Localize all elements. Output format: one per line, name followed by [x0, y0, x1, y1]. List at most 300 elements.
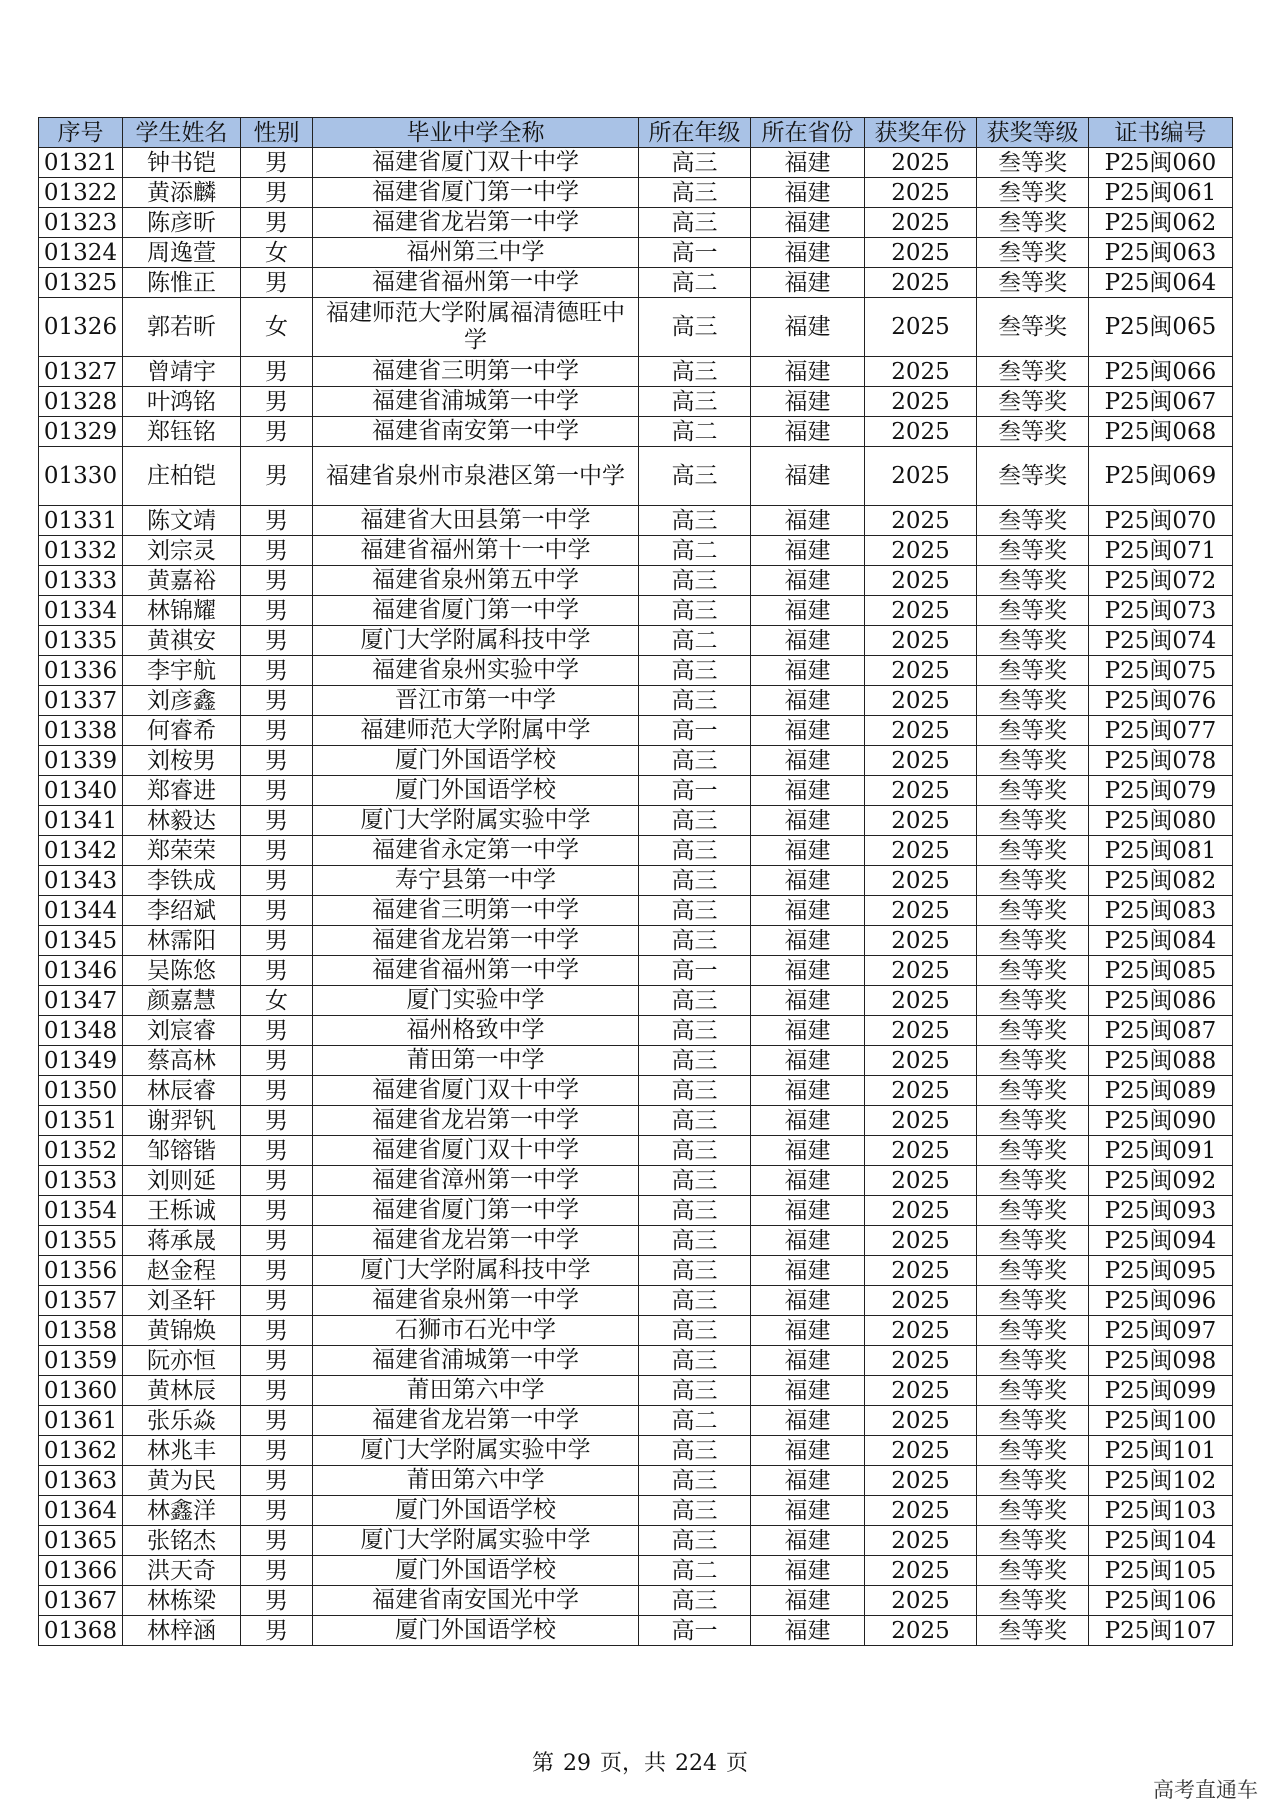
cell-col-year: 2025: [865, 1166, 977, 1196]
cell-col-cert: P25闽091: [1089, 1136, 1233, 1166]
cell-col-name: 周逸萱: [123, 238, 241, 268]
cell-col-year: 2025: [865, 1106, 977, 1136]
cell-col-grade: 高三: [639, 986, 751, 1016]
cell-col-gender: 男: [241, 1166, 313, 1196]
cell-col-school: 福建省龙岩第一中学: [313, 926, 639, 956]
cell-col-gender: 男: [241, 1076, 313, 1106]
cell-col-level: 叁等奖: [977, 656, 1089, 686]
cell-col-name: 郑钰铭: [123, 417, 241, 447]
cell-col-seq: 01363: [39, 1466, 123, 1496]
cell-col-cert: P25闽085: [1089, 956, 1233, 986]
cell-col-seq: 01337: [39, 686, 123, 716]
cell-col-gender: 男: [241, 1046, 313, 1076]
cell-col-school: 厦门大学附属实验中学: [313, 806, 639, 836]
cell-col-year: 2025: [865, 1466, 977, 1496]
cell-col-year: 2025: [865, 926, 977, 956]
cell-col-gender: 男: [241, 1556, 313, 1586]
table-row: [39, 1316, 1233, 1346]
cell-col-province: 福建: [751, 1376, 865, 1406]
table-body: [39, 148, 1233, 1646]
cell-col-grade: 高三: [639, 656, 751, 686]
cell-col-cert: P25闽081: [1089, 836, 1233, 866]
cell-col-year: 2025: [865, 1286, 977, 1316]
table-row: [39, 626, 1233, 656]
cell-col-name: 黄锦焕: [123, 1316, 241, 1346]
cell-col-level: 叁等奖: [977, 447, 1089, 506]
cell-col-grade: 高三: [639, 357, 751, 387]
cell-col-seq: 01349: [39, 1046, 123, 1076]
cell-col-gender: 男: [241, 1616, 313, 1646]
cell-col-province: 福建: [751, 1346, 865, 1376]
cell-col-gender: 男: [241, 896, 313, 926]
cell-col-year: 2025: [865, 836, 977, 866]
cell-col-seq: 01322: [39, 178, 123, 208]
cell-col-level: 叁等奖: [977, 1496, 1089, 1526]
cell-col-level: 叁等奖: [977, 1196, 1089, 1226]
cell-col-year: 2025: [865, 656, 977, 686]
table-row: [39, 1466, 1233, 1496]
cell-col-school: 福建省泉州市泉港区第一中学: [313, 447, 639, 506]
cell-col-cert: P25闽065: [1089, 298, 1233, 357]
cell-col-grade: 高三: [639, 447, 751, 506]
cell-col-province: 福建: [751, 1286, 865, 1316]
table-row: [39, 1556, 1233, 1586]
cell-col-seq: 01354: [39, 1196, 123, 1226]
cell-col-year: 2025: [865, 417, 977, 447]
cell-col-province: 福建: [751, 208, 865, 238]
cell-col-name: 李绍斌: [123, 896, 241, 926]
cell-col-seq: 01335: [39, 626, 123, 656]
cell-col-school: 厦门大学附属实验中学: [313, 1436, 639, 1466]
cell-col-gender: 男: [241, 1436, 313, 1466]
cell-col-year: 2025: [865, 268, 977, 298]
cell-col-level: 叁等奖: [977, 238, 1089, 268]
cell-col-name: 何睿希: [123, 716, 241, 746]
cell-col-province: 福建: [751, 1106, 865, 1136]
cell-col-seq: 01361: [39, 1406, 123, 1436]
cell-col-year: 2025: [865, 1076, 977, 1106]
cell-col-cert: P25闽099: [1089, 1376, 1233, 1406]
cell-col-name: 张铭杰: [123, 1526, 241, 1556]
table-row: [39, 1076, 1233, 1106]
cell-col-year: 2025: [865, 1556, 977, 1586]
cell-col-cert: P25闽088: [1089, 1046, 1233, 1076]
cell-col-level: 叁等奖: [977, 866, 1089, 896]
cell-col-province: 福建: [751, 866, 865, 896]
cell-col-province: 福建: [751, 238, 865, 268]
cell-col-level: 叁等奖: [977, 298, 1089, 357]
cell-col-province: 福建: [751, 417, 865, 447]
cell-col-level: 叁等奖: [977, 1256, 1089, 1286]
cell-col-year: 2025: [865, 208, 977, 238]
cell-col-cert: P25闽067: [1089, 387, 1233, 417]
cell-col-school: 晋江市第一中学: [313, 686, 639, 716]
table-row: [39, 1586, 1233, 1616]
cell-col-level: 叁等奖: [977, 1526, 1089, 1556]
cell-col-seq: 01358: [39, 1316, 123, 1346]
cell-col-gender: 男: [241, 536, 313, 566]
footer-suffix: 页: [726, 1751, 749, 1776]
cell-col-cert: P25闽092: [1089, 1166, 1233, 1196]
table-row: [39, 746, 1233, 776]
cell-col-level: 叁等奖: [977, 716, 1089, 746]
cell-col-gender: 女: [241, 986, 313, 1016]
cell-col-level: 叁等奖: [977, 1616, 1089, 1646]
table-row: [39, 716, 1233, 746]
cell-col-gender: 男: [241, 1226, 313, 1256]
cell-col-level: 叁等奖: [977, 596, 1089, 626]
table-row: [39, 1286, 1233, 1316]
cell-col-gender: 男: [241, 1256, 313, 1286]
cell-col-province: 福建: [751, 1436, 865, 1466]
cell-col-grade: 高三: [639, 1286, 751, 1316]
cell-col-gender: 男: [241, 656, 313, 686]
cell-col-level: 叁等奖: [977, 1046, 1089, 1076]
cell-col-level: 叁等奖: [977, 148, 1089, 178]
table-row: [39, 686, 1233, 716]
cell-col-gender: 男: [241, 148, 313, 178]
cell-col-name: 林梓涵: [123, 1616, 241, 1646]
cell-col-name: 王栎诚: [123, 1196, 241, 1226]
cell-col-level: 叁等奖: [977, 566, 1089, 596]
table-row: [39, 148, 1233, 178]
cell-col-province: 福建: [751, 596, 865, 626]
cell-col-province: 福建: [751, 626, 865, 656]
cell-col-name: 郑睿进: [123, 776, 241, 806]
cell-col-school: 福建省漳州第一中学: [313, 1166, 639, 1196]
cell-col-year: 2025: [865, 1376, 977, 1406]
cell-col-year: 2025: [865, 238, 977, 268]
cell-col-seq: 01344: [39, 896, 123, 926]
cell-col-year: 2025: [865, 686, 977, 716]
cell-col-province: 福建: [751, 986, 865, 1016]
cell-col-grade: 高一: [639, 716, 751, 746]
cell-col-name: 庄柏铠: [123, 447, 241, 506]
cell-col-province: 福建: [751, 1586, 865, 1616]
table-row: [39, 1406, 1233, 1436]
cell-col-year: 2025: [865, 1196, 977, 1226]
header-col-seq: 序号: [39, 118, 123, 148]
cell-col-name: 蔡高林: [123, 1046, 241, 1076]
cell-col-seq: 01336: [39, 656, 123, 686]
cell-col-grade: 高三: [639, 1466, 751, 1496]
footer-mid: 页，共: [599, 1751, 666, 1776]
cell-col-school: 厦门大学附属科技中学: [313, 1256, 639, 1286]
cell-col-gender: 男: [241, 806, 313, 836]
cell-col-gender: 男: [241, 447, 313, 506]
table-row: [39, 956, 1233, 986]
cell-col-year: 2025: [865, 387, 977, 417]
cell-col-school: 福建省浦城第一中学: [313, 387, 639, 417]
cell-col-cert: P25闽089: [1089, 1076, 1233, 1106]
cell-col-cert: P25闽069: [1089, 447, 1233, 506]
table-row: [39, 1226, 1233, 1256]
cell-col-level: 叁等奖: [977, 1016, 1089, 1046]
cell-col-province: 福建: [751, 566, 865, 596]
cell-col-level: 叁等奖: [977, 1076, 1089, 1106]
cell-col-province: 福建: [751, 1496, 865, 1526]
cell-col-level: 叁等奖: [977, 986, 1089, 1016]
cell-col-name: 黄祺安: [123, 626, 241, 656]
table-row: [39, 986, 1233, 1016]
table-row: [39, 447, 1233, 506]
cell-col-school: 福建省泉州第五中学: [313, 566, 639, 596]
cell-col-cert: P25闽093: [1089, 1196, 1233, 1226]
table-row: [39, 1136, 1233, 1166]
cell-col-province: 福建: [751, 926, 865, 956]
cell-col-school: 厦门大学附属科技中学: [313, 626, 639, 656]
cell-col-seq: 01330: [39, 447, 123, 506]
cell-col-year: 2025: [865, 178, 977, 208]
cell-col-name: 吴陈悠: [123, 956, 241, 986]
cell-col-cert: P25闽078: [1089, 746, 1233, 776]
cell-col-name: 林毅达: [123, 806, 241, 836]
cell-col-name: 黄嘉裕: [123, 566, 241, 596]
cell-col-cert: P25闽095: [1089, 1256, 1233, 1286]
cell-col-school: 厦门外国语学校: [313, 1496, 639, 1526]
cell-col-seq: 01364: [39, 1496, 123, 1526]
cell-col-grade: 高三: [639, 1166, 751, 1196]
cell-col-grade: 高三: [639, 836, 751, 866]
cell-col-cert: P25闽063: [1089, 238, 1233, 268]
cell-col-grade: 高三: [639, 208, 751, 238]
cell-col-school: 福建省浦城第一中学: [313, 1346, 639, 1376]
cell-col-year: 2025: [865, 1016, 977, 1046]
cell-col-seq: 01332: [39, 536, 123, 566]
cell-col-seq: 01334: [39, 596, 123, 626]
cell-col-gender: 男: [241, 716, 313, 746]
cell-col-year: 2025: [865, 1616, 977, 1646]
cell-col-grade: 高三: [639, 746, 751, 776]
cell-col-province: 福建: [751, 1256, 865, 1286]
cell-col-gender: 男: [241, 1526, 313, 1556]
cell-col-province: 福建: [751, 1016, 865, 1046]
cell-col-seq: 01342: [39, 836, 123, 866]
cell-col-province: 福建: [751, 357, 865, 387]
cell-col-school: 福建省泉州第一中学: [313, 1286, 639, 1316]
cell-col-gender: 男: [241, 1016, 313, 1046]
cell-col-province: 福建: [751, 536, 865, 566]
cell-col-year: 2025: [865, 1496, 977, 1526]
cell-col-gender: 男: [241, 417, 313, 447]
table-row: [39, 806, 1233, 836]
cell-col-seq: 01340: [39, 776, 123, 806]
header-col-level: 获奖等级: [977, 118, 1089, 148]
cell-col-seq: 01329: [39, 417, 123, 447]
cell-col-province: 福建: [751, 806, 865, 836]
footer-total-pages: 224: [675, 1751, 717, 1776]
cell-col-seq: 01347: [39, 986, 123, 1016]
cell-col-year: 2025: [865, 1586, 977, 1616]
cell-col-province: 福建: [751, 836, 865, 866]
cell-col-gender: 男: [241, 208, 313, 238]
cell-col-level: 叁等奖: [977, 208, 1089, 238]
cell-col-level: 叁等奖: [977, 1316, 1089, 1346]
cell-col-grade: 高三: [639, 178, 751, 208]
cell-col-school: 福建省厦门第一中学: [313, 1196, 639, 1226]
cell-col-name: 刘圣轩: [123, 1286, 241, 1316]
cell-col-name: 谢羿钒: [123, 1106, 241, 1136]
cell-col-seq: 01327: [39, 357, 123, 387]
cell-col-province: 福建: [751, 1136, 865, 1166]
cell-col-level: 叁等奖: [977, 1556, 1089, 1586]
cell-col-province: 福建: [751, 656, 865, 686]
cell-col-school: 福建师范大学附属中学: [313, 716, 639, 746]
cell-col-level: 叁等奖: [977, 536, 1089, 566]
cell-col-province: 福建: [751, 1166, 865, 1196]
cell-col-level: 叁等奖: [977, 268, 1089, 298]
cell-col-year: 2025: [865, 956, 977, 986]
cell-col-name: 陈文靖: [123, 506, 241, 536]
cell-col-gender: 男: [241, 1496, 313, 1526]
cell-col-gender: 男: [241, 1346, 313, 1376]
footer-prefix: 第: [531, 1751, 554, 1776]
cell-col-gender: 女: [241, 298, 313, 357]
cell-col-school: 福州第三中学: [313, 238, 639, 268]
header-col-name: 学生姓名: [123, 118, 241, 148]
cell-col-grade: 高二: [639, 1406, 751, 1436]
cell-col-year: 2025: [865, 776, 977, 806]
cell-col-cert: P25闽068: [1089, 417, 1233, 447]
table-row: [39, 506, 1233, 536]
cell-col-gender: 男: [241, 1136, 313, 1166]
cell-col-grade: 高三: [639, 1226, 751, 1256]
cell-col-school: 福建省福州第十一中学: [313, 536, 639, 566]
cell-col-seq: 01350: [39, 1076, 123, 1106]
table-row: [39, 1106, 1233, 1136]
cell-col-school: 莆田第六中学: [313, 1466, 639, 1496]
cell-col-school: 福建省南安国光中学: [313, 1586, 639, 1616]
cell-col-school: 福建省厦门第一中学: [313, 596, 639, 626]
cell-col-cert: P25闽082: [1089, 866, 1233, 896]
cell-col-school: 福建省泉州实验中学: [313, 656, 639, 686]
cell-col-seq: 01345: [39, 926, 123, 956]
cell-col-grade: 高一: [639, 956, 751, 986]
header-col-grade: 所在年级: [639, 118, 751, 148]
cell-col-cert: P25闽074: [1089, 626, 1233, 656]
cell-col-school: 福建省龙岩第一中学: [313, 1226, 639, 1256]
cell-col-year: 2025: [865, 866, 977, 896]
cell-col-cert: P25闽098: [1089, 1346, 1233, 1376]
cell-col-seq: 01331: [39, 506, 123, 536]
cell-col-name: 黄为民: [123, 1466, 241, 1496]
cell-col-level: 叁等奖: [977, 1286, 1089, 1316]
cell-col-level: 叁等奖: [977, 1466, 1089, 1496]
cell-col-school: 厦门外国语学校: [313, 1616, 639, 1646]
cell-col-cert: P25闽107: [1089, 1616, 1233, 1646]
cell-col-grade: 高三: [639, 596, 751, 626]
cell-col-level: 叁等奖: [977, 357, 1089, 387]
table-row: [39, 238, 1233, 268]
brand-watermark: 高考直通车: [1153, 1778, 1258, 1802]
cell-col-grade: 高二: [639, 417, 751, 447]
cell-col-school: 厦门大学附属实验中学: [313, 1526, 639, 1556]
cell-col-school: 福建省厦门第一中学: [313, 178, 639, 208]
cell-col-level: 叁等奖: [977, 686, 1089, 716]
cell-col-seq: 01326: [39, 298, 123, 357]
award-table-container: [38, 117, 1232, 1646]
cell-col-gender: 男: [241, 626, 313, 656]
cell-col-province: 福建: [751, 447, 865, 506]
cell-col-grade: 高三: [639, 1256, 751, 1286]
header-col-gender: 性别: [241, 118, 313, 148]
cell-col-gender: 男: [241, 836, 313, 866]
cell-col-year: 2025: [865, 806, 977, 836]
table-row: [39, 268, 1233, 298]
cell-col-level: 叁等奖: [977, 1226, 1089, 1256]
cell-col-seq: 01328: [39, 387, 123, 417]
cell-col-name: 洪天奇: [123, 1556, 241, 1586]
cell-col-level: 叁等奖: [977, 626, 1089, 656]
award-table: [38, 117, 1233, 1646]
table-row: [39, 178, 1233, 208]
cell-col-seq: 01346: [39, 956, 123, 986]
cell-col-year: 2025: [865, 986, 977, 1016]
cell-col-gender: 男: [241, 268, 313, 298]
cell-col-gender: 男: [241, 506, 313, 536]
table-row: [39, 298, 1233, 357]
table-row: [39, 1046, 1233, 1076]
cell-col-grade: 高一: [639, 238, 751, 268]
cell-col-grade: 高三: [639, 506, 751, 536]
cell-col-province: 福建: [751, 1076, 865, 1106]
cell-col-name: 林霈阳: [123, 926, 241, 956]
cell-col-grade: 高三: [639, 387, 751, 417]
cell-col-grade: 高三: [639, 896, 751, 926]
cell-col-seq: 01343: [39, 866, 123, 896]
cell-col-seq: 01368: [39, 1616, 123, 1646]
cell-col-province: 福建: [751, 148, 865, 178]
cell-col-gender: 男: [241, 1586, 313, 1616]
cell-col-cert: P25闽096: [1089, 1286, 1233, 1316]
cell-col-province: 福建: [751, 178, 865, 208]
cell-col-cert: P25闽080: [1089, 806, 1233, 836]
cell-col-year: 2025: [865, 1256, 977, 1286]
cell-col-seq: 01362: [39, 1436, 123, 1466]
cell-col-grade: 高三: [639, 1016, 751, 1046]
cell-col-grade: 高三: [639, 1436, 751, 1466]
cell-col-cert: P25闽084: [1089, 926, 1233, 956]
cell-col-year: 2025: [865, 506, 977, 536]
cell-col-gender: 男: [241, 1316, 313, 1346]
cell-col-year: 2025: [865, 1436, 977, 1466]
table-header-row: [39, 118, 1233, 148]
cell-col-name: 郭若昕: [123, 298, 241, 357]
cell-col-province: 福建: [751, 1046, 865, 1076]
table-row: [39, 896, 1233, 926]
cell-col-name: 刘则延: [123, 1166, 241, 1196]
cell-col-gender: 男: [241, 1196, 313, 1226]
table-row: [39, 1616, 1233, 1646]
cell-col-seq: 01324: [39, 238, 123, 268]
cell-col-level: 叁等奖: [977, 506, 1089, 536]
cell-col-school: 福建省龙岩第一中学: [313, 1106, 639, 1136]
cell-col-province: 福建: [751, 896, 865, 926]
page-footer: [0, 1746, 1280, 1777]
cell-col-level: 叁等奖: [977, 1136, 1089, 1166]
cell-col-grade: 高三: [639, 1316, 751, 1346]
cell-col-province: 福建: [751, 1526, 865, 1556]
cell-col-level: 叁等奖: [977, 178, 1089, 208]
cell-col-cert: P25闽070: [1089, 506, 1233, 536]
cell-col-gender: 男: [241, 1466, 313, 1496]
cell-col-level: 叁等奖: [977, 776, 1089, 806]
cell-col-gender: 男: [241, 866, 313, 896]
cell-col-name: 李宇航: [123, 656, 241, 686]
cell-col-grade: 高三: [639, 1526, 751, 1556]
cell-col-year: 2025: [865, 1526, 977, 1556]
cell-col-province: 福建: [751, 298, 865, 357]
